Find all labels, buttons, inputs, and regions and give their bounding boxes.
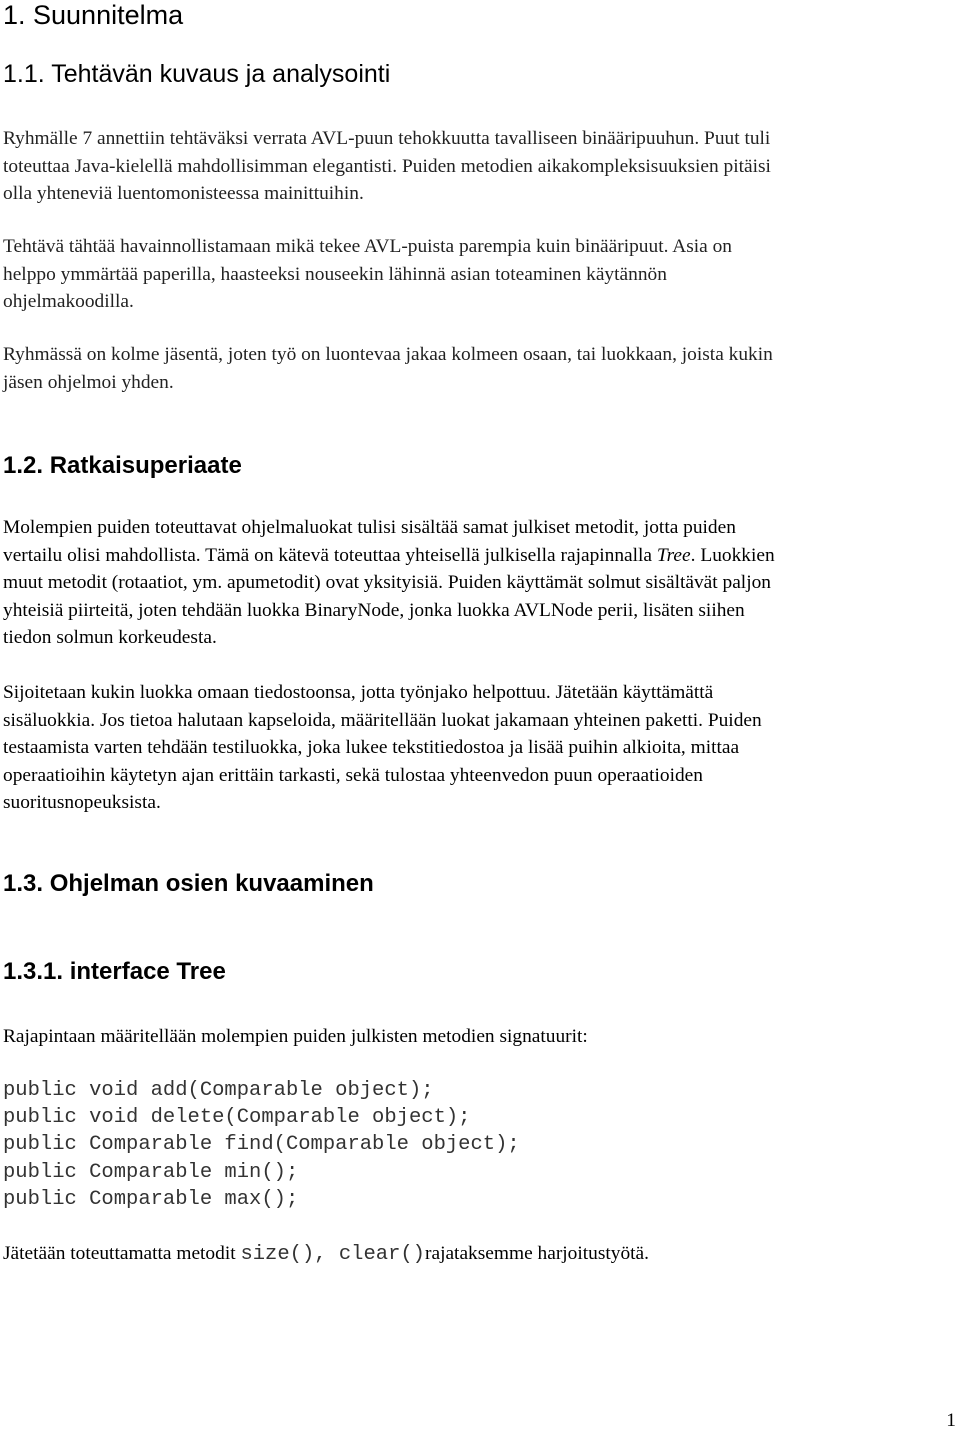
text-line: suoritusnopeuksista. <box>3 792 161 813</box>
paragraph-task-assignment <box>3 125 957 208</box>
text-line: tiedon solmun korkeudesta. <box>3 627 217 648</box>
page-number: 1 <box>946 1410 956 1431</box>
code-line: public Comparable find(Comparable object); <box>3 1133 520 1157</box>
text-fragment: Jätetään toteuttamatta metodit <box>3 1243 241 1264</box>
paragraph-class-design <box>3 514 957 652</box>
text-fragment: rajataksemme harjoitustyötä. <box>425 1243 649 1264</box>
text-fragment: . Luokkien <box>690 544 775 566</box>
text-line: Ryhmälle 7 annettiin tehtäväksi verrata AVL-puun tehokkuutta tavalliseen binääripuuhun. Puut tuli <box>3 128 771 149</box>
inline-code-clear: clear() <box>338 1243 425 1266</box>
code-line: public void delete(Comparable object); <box>3 1106 471 1130</box>
paragraph-file-organization <box>3 679 957 817</box>
chapter-heading: 1. Suunnitelma <box>3 0 184 30</box>
text-line <box>3 542 957 570</box>
paragraph-interface-intro: Rajapintaan määritellään molempien puiden julkisten metodien signatuurit: <box>3 1026 588 1047</box>
tree-interface-name: Tree <box>656 544 691 566</box>
text-fragment: vertailu olisi mahdollista. Tämä on kätevä toteuttaa yhteisellä julkisella rajapinnalla <box>3 544 657 566</box>
section-heading-task-description: 1.1. Tehtävän kuvaus ja analysointi <box>3 60 391 88</box>
inline-code-size: size(), <box>240 1243 339 1266</box>
text-line: Ryhmässä on kolme jäsentä, joten työ on luontevaa jakaa kolmeen osaan, tai luokkaan, joista kukin <box>3 344 773 365</box>
text-line: Molempien puiden toteuttavat ohjelmaluokat tulisi sisältää samat julkiset metodit, jotta puiden <box>3 517 736 538</box>
text-line: toteuttaa Java-kielellä mahdollisimman elegantisti. Puiden metodien aikakompleksisuuksien pitäisi <box>3 155 771 177</box>
text-line: helppo ymmärtää paperilla, haasteeksi nouseekin lähinnä asian toteaminen käytännön <box>3 263 667 285</box>
section-heading-program-parts: 1.3. Ohjelman osien kuvaaminen <box>3 870 374 897</box>
text-line: muut metodit (rotaatiot, ym. apumetodit) ovat yksityisiä. Puiden käyttämät solmut sisältävät paljon <box>3 572 771 593</box>
text-line: testaamista varten tehdään testiluokka, joka lukee tekstitiedostoa ja lisää puihin alkioita, mittaa <box>3 737 740 758</box>
code-block-interface-signatures <box>3 1077 520 1213</box>
paragraph-task-goal <box>3 233 957 316</box>
section-heading-solution-principle: 1.2. Ratkaisuperiaate <box>3 452 242 479</box>
text-line: Sijoitetaan kukin luokka omaan tiedostoonsa, jotta työnjako helpottuu. Jätetään käyttämättä <box>3 682 714 703</box>
text-line: olla yhteneviä luentomonisteessa mainittuihin. <box>3 183 364 204</box>
text-line: jäsen ohjelmoi yhden. <box>3 371 174 393</box>
code-line: public void add(Comparable object); <box>3 1079 434 1102</box>
paragraph-group-division <box>3 341 957 396</box>
subsection-heading-interface-tree: 1.3.1. interface Tree <box>3 958 226 985</box>
text-line: sisäluokkia. Jos tietoa halutaan kapseloida, määritellään luokat jakamaan yhteinen paketti. Puiden <box>3 709 762 731</box>
text-line: Tehtävä tähtää havainnollistamaan mikä tekee AVL-puista parempia kuin binääripuut. Asia on <box>3 236 732 257</box>
code-line: public Comparable min(); <box>3 1160 299 1184</box>
paragraph-excluded-methods <box>3 1240 957 1269</box>
text-line: operaatioihin käytetyn ajan erittäin tarkasti, sekä tulostaa yhteenvedon puun operaatioiden <box>3 764 703 786</box>
text-line: ohjelmakoodilla. <box>3 291 134 312</box>
text-line: yhteisiä piirteitä, joten tehdään luokka BinaryNode, jonka luokka AVLNode perii, lisäten siihen <box>3 599 745 621</box>
code-line: public Comparable max(); <box>3 1187 299 1211</box>
